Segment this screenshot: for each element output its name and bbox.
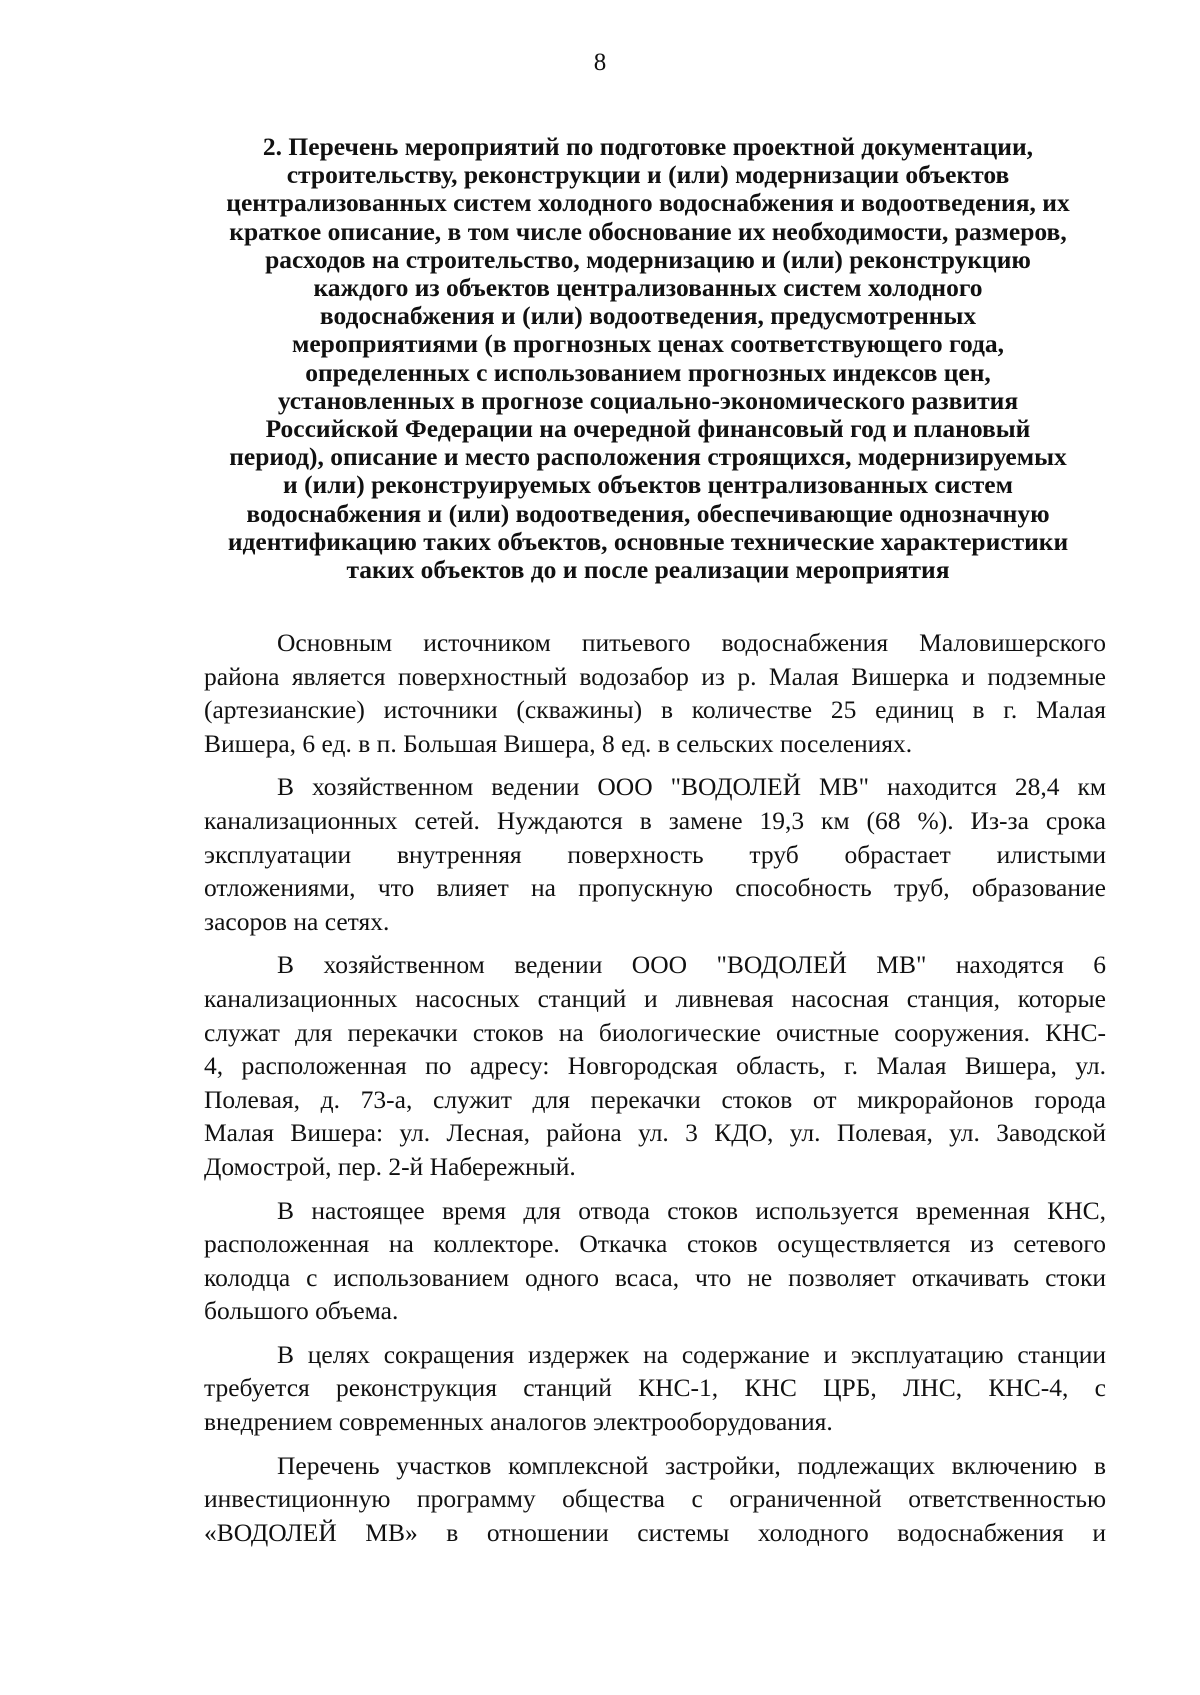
paragraph-line: внедрением современных аналогов электрооборудования.: [204, 1407, 833, 1437]
heading-line: и (или) реконструируемых объектов централизованных систем: [283, 470, 1013, 500]
paragraph-line: инвестиционную программу общества с ограниченной ответственностью: [204, 1484, 1106, 1514]
heading-line: 2. Перечень мероприятий по подготовке проектной документации,: [262, 132, 1034, 161]
heading-line: каждого из объектов централизованных систем холодного: [313, 273, 983, 303]
paragraph-line: (артезианские) источники (скважины) в количестве 25 единиц в г. Малая: [204, 695, 1106, 725]
paragraph-line: засоров на сетях.: [204, 906, 390, 936]
paragraph-line: В хозяйственном ведении ООО "ВОДОЛЕЙ МВ" находятся 6: [277, 950, 1106, 980]
heading-line: период), описание и место расположения строящихся, модернизируемых: [229, 442, 1067, 472]
paragraph-line: канализационных сетей. Нуждаются в замене 19,3 км (68 %). Из-за срока: [204, 805, 1106, 835]
paragraph-line: Полевая, д. 73-а, служит для перекачки стоков от микрорайонов города: [204, 1084, 1106, 1114]
heading-line: определенных с использованием прогнозных индексов цен,: [305, 357, 991, 387]
heading-line: установленных в прогнозе социально-экономического развития: [277, 385, 1019, 415]
paragraph: [204, 1338, 1106, 1439]
paragraph: [204, 1449, 1106, 1550]
paragraph-line: Основным источником питьевого водоснабжения Маловишерского: [277, 628, 1106, 657]
heading-line: централизованных систем холодного водоснабжения и водоотведения, их: [226, 188, 1070, 218]
paragraph-line: В хозяйственном ведении ООО "ВОДОЛЕЙ МВ" находится 28,4 км: [277, 772, 1106, 802]
paragraph-line: Вишера, 6 ед. в п. Большая Вишера, 8 ед. в сельских поселениях.: [204, 728, 913, 758]
paragraph-line: района является поверхностный водозабор из р. Малая Вишерка и подземные: [204, 661, 1106, 691]
heading-line: водоснабжения и (или) водоотведения, предусмотренных: [319, 301, 977, 331]
heading-line: мероприятиями (в прогнозных ценах соответствующего года,: [291, 329, 1005, 359]
paragraph-line: Малая Вишера: ул. Лесная, района ул. 3 КДО, ул. Полевая, ул. Заводской: [204, 1118, 1106, 1148]
paragraph-line: расположенная на коллекторе. Откачка стоков осуществляется из сетевого: [204, 1229, 1106, 1259]
paragraph-line: канализационных насосных станций и ливневая насосная станция, которые: [204, 983, 1106, 1013]
paragraph-line: требуется реконструкция станций КНС-1, КНС ЦРБ, ЛНС, КНС-4, с: [204, 1373, 1106, 1403]
heading-line: идентификацию таких объектов, основные технические характеристики: [227, 526, 1069, 556]
paragraph-line: служат для перекачки стоков на биологические очистные сооружения. КНС-: [204, 1017, 1106, 1047]
page-number: 8: [593, 49, 607, 76]
paragraph-line: «ВОДОЛЕЙ МВ» в отношении системы холодного водоснабжения и: [204, 1517, 1106, 1547]
paragraph: [204, 626, 1106, 760]
heading-line: Российской Федерации на очередной финансовый год и плановый: [265, 414, 1031, 444]
paragraph-line: Домострой, пер. 2-й Набережный.: [204, 1151, 576, 1181]
heading-line: краткое описание, в том числе обоснование их необходимости, размеров,: [229, 216, 1067, 246]
paragraph-line: эксплуатации внутренняя поверхность труб обрастает илистыми: [204, 839, 1106, 869]
paragraph-line: колодца с использованием одного всаса, что не позволяет откачивать стоки: [204, 1262, 1106, 1292]
paragraph: [204, 1194, 1106, 1328]
paragraph: [204, 948, 1106, 1183]
heading-line: водоснабжения и (или) водоотведения, обеспечивающие однозначную: [246, 498, 1050, 528]
heading-line: строительству, реконструкции и (или) модернизации объектов: [286, 160, 1010, 190]
paragraph-line: 4, расположенная по адресу: Новгородская область, г. Малая Вишера, ул.: [204, 1051, 1106, 1081]
heading-line: таких объектов до и после реализации мероприятия: [346, 555, 950, 585]
heading-line: расходов на строительство, модернизацию и (или) реконструкцию: [265, 244, 1031, 274]
paragraph-line: Перечень участков комплексной застройки, подлежащих включению в: [277, 1450, 1106, 1480]
paragraph-line: В целях сокращения издержек на содержание и эксплуатацию станции: [277, 1339, 1106, 1369]
section-heading: [198, 133, 1098, 584]
paragraph-line: В настоящее время для отвода стоков используется временная КНС,: [277, 1195, 1106, 1225]
paragraph-line: большого объема.: [204, 1296, 399, 1326]
paragraph: [204, 770, 1106, 938]
paragraph-line: отложениями, что влияет на пропускную способность труб, образование: [204, 873, 1106, 903]
body-text: [204, 626, 1106, 1559]
